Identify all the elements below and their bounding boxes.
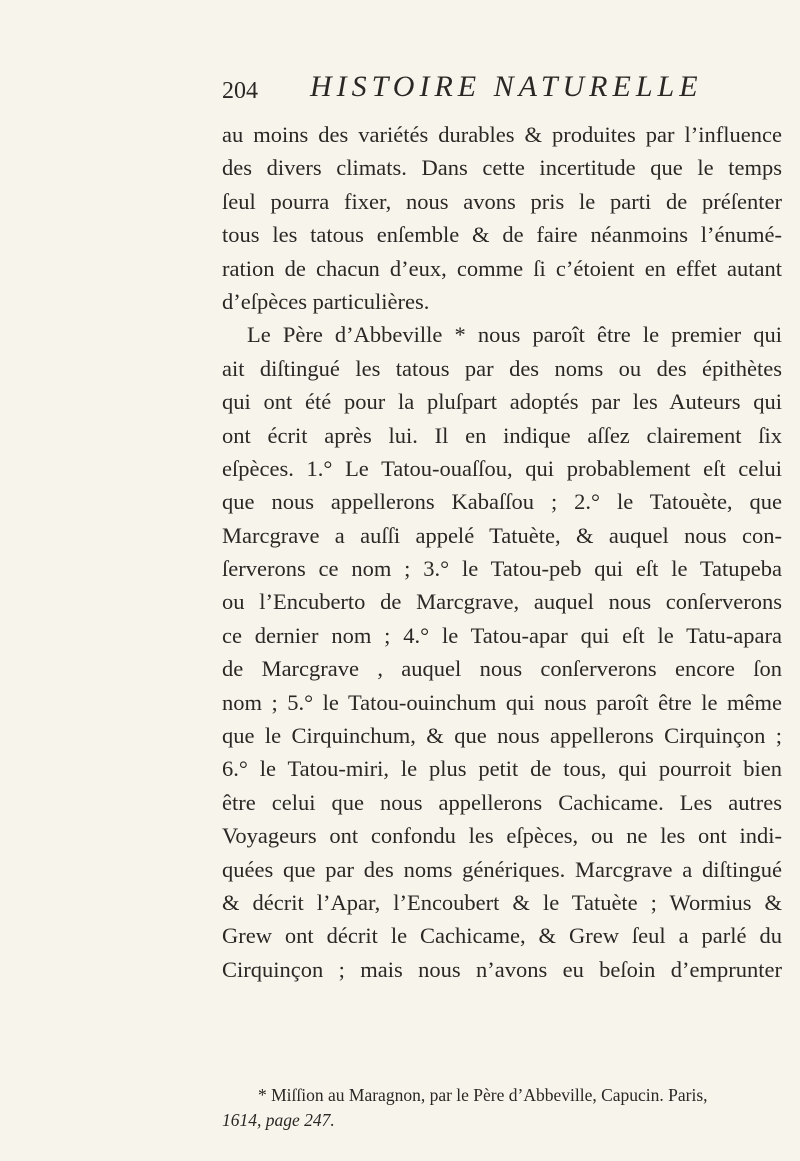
- text-line: quées que par des noms génériques. Marcgrave a diſtingué: [222, 856, 782, 882]
- footnote: [222, 1083, 782, 1133]
- running-head: [222, 70, 782, 110]
- text-line: Voyageurs ont confondu les eſpèces, ou ne les ont indi-: [222, 823, 782, 849]
- text-line: eſpèces. 1.° Le Tatou-ouaſſou, qui probablement eſt celui: [222, 455, 782, 481]
- text-line: ait diſtingué les tatous par des noms ou des épithètes: [222, 355, 782, 381]
- body-text: [222, 118, 782, 986]
- text-line: ce dernier nom ; 4.° le Tatou-apar qui eſt le Tatu-apara: [222, 622, 782, 648]
- text-line: au moins des variétés durables & produites par l’influence: [222, 122, 782, 147]
- text-line: d’eſpèces particulières.: [222, 288, 430, 314]
- text-line: Marcgrave a auſſi appelé Tatuète, & auquel nous con-: [222, 522, 782, 548]
- text-line: qui ont été pour la pluſpart adoptés par les Auteurs qui: [222, 389, 782, 415]
- footnote-line: 1614, page 247.: [222, 1110, 335, 1130]
- text-line: que le Cirquinchum, & que nous appellerons Cirquinçon ;: [222, 723, 782, 749]
- running-title: HISTOIRE NATURELLE: [310, 70, 703, 103]
- text-line: ſeul pourra fixer, nous avons pris le parti de préſenter: [222, 188, 782, 214]
- text-line: des divers climats. Dans cette incertitude que le temps: [222, 155, 782, 181]
- text-line: ont écrit après lui. Il en indique aſſez clairement ſix: [222, 422, 782, 448]
- text-line: de Marcgrave , auquel nous conſerverons encore ſon: [222, 656, 782, 682]
- text-line: que nous appellerons Kabaſſou ; 2.° le Tatouète, que: [222, 489, 782, 515]
- text-line: être celui que nous appellerons Cachicame. Les autres: [222, 789, 782, 815]
- text-line: & décrit l’Apar, l’Encoubert & le Tatuète ; Wormius &: [222, 889, 782, 915]
- footnote-line: * Miſſion au Maragnon, par le Père d’Abbeville, Capucin. Paris,: [258, 1085, 708, 1105]
- text-line: ou l’Encuberto de Marcgrave, auquel nous conſerverons: [222, 589, 782, 615]
- text-line: nom ; 5.° le Tatou-ouinchum qui nous paroît être le même: [222, 689, 782, 715]
- page-number: 204: [222, 78, 258, 104]
- text-line: Le Père d’Abbeville * nous paroît être le premier qui: [247, 322, 782, 348]
- text-line: tous les tatous enſemble & de faire néanmoins l’énumé-: [222, 222, 782, 248]
- text-line: Grew ont décrit le Cachicame, & Grew ſeul a parlé du: [222, 923, 782, 949]
- text-line: Cirquinçon ; mais nous n’avons eu beſoin d’emprunter: [222, 956, 782, 982]
- text-line: ration de chacun d’eux, comme ſi c’étoient en effet autant: [222, 255, 782, 281]
- text-line: ſerverons ce nom ; 3.° le Tatou-peb qui eſt le Tatupeba: [222, 556, 782, 582]
- text-line: 6.° le Tatou-miri, le plus petit de tous, qui pourroit bien: [222, 756, 782, 782]
